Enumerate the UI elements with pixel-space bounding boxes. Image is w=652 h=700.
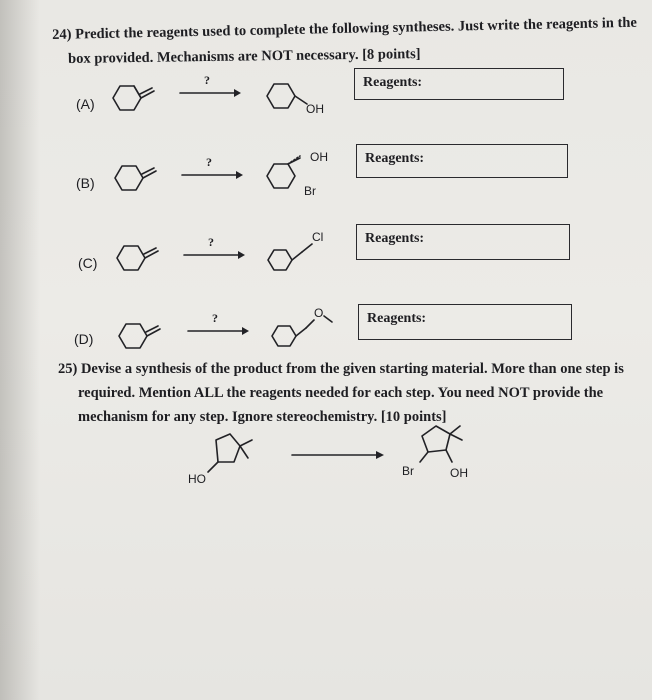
part-b-arrow: [180, 168, 244, 182]
part-a-reagents-box[interactable]: [354, 68, 564, 100]
part-d-arrow-label: ?: [212, 311, 218, 325]
part-a-reagents-label: Reagents:: [363, 75, 423, 90]
q25-ho-label: HO: [188, 472, 206, 486]
part-d-arrow: [186, 324, 250, 338]
part-b-arrow-label: ?: [206, 155, 212, 169]
part-a-label: (A): [76, 96, 95, 112]
part-b-reagents-label: Reagents:: [365, 151, 425, 166]
q25-starting-material: [196, 432, 286, 492]
q25-line2: required. Mention ALL the reagents needed for each step. You need NOT provide the: [78, 385, 604, 401]
part-c-arrow: [182, 248, 246, 262]
q24-heading-line2: box provided. Mechanisms are NOT necessary. [8 points]: [68, 46, 421, 67]
part-c-cl-label: Cl: [312, 230, 324, 244]
part-c-label: (C): [78, 255, 98, 271]
part-b-label: (B): [76, 175, 95, 191]
part-c-reactant-methylenecyclohexane: [112, 240, 172, 280]
part-a-arrow-label: ?: [204, 73, 210, 87]
q25-line3: mechanism for any step. Ignore stereochemistry. [10 points]: [78, 409, 447, 425]
part-c-reagents-box[interactable]: [356, 224, 570, 260]
part-b-br-label: Br: [304, 184, 316, 198]
part-d-reagents-box[interactable]: [358, 304, 572, 340]
page-shadow: [0, 0, 40, 700]
part-c-arrow-label: ?: [208, 235, 214, 249]
part-d-label: (D): [74, 331, 94, 347]
q25-product: [402, 418, 492, 478]
part-b-oh-label: OH: [310, 150, 328, 164]
part-c-reagents-label: Reagents:: [365, 231, 425, 246]
part-a-arrow: [178, 86, 242, 100]
q24-heading: 24) Predict the reagents used to complete the following syntheses. Just write the reagents in the: [52, 14, 637, 43]
q25-synthesis-arrow: [290, 448, 386, 462]
part-a-reactant-methylenecyclohexane: [108, 80, 168, 120]
part-d-reactant-methylenecyclohexane: [114, 318, 174, 358]
q25-line1: 25) Devise a synthesis of the product from the given starting material. More than one step is: [58, 361, 624, 377]
part-b-reagents-box[interactable]: [356, 144, 568, 178]
q25-oh-label: OH: [450, 466, 468, 480]
part-d-o-label: O: [314, 306, 324, 320]
part-b-reactant-methylenecyclohexane: [110, 160, 170, 200]
part-d-reagents-label: Reagents:: [367, 311, 427, 326]
part-d-product: [270, 306, 350, 352]
part-a-oh-label: OH: [306, 102, 324, 116]
q25-br-label: Br: [402, 464, 414, 478]
